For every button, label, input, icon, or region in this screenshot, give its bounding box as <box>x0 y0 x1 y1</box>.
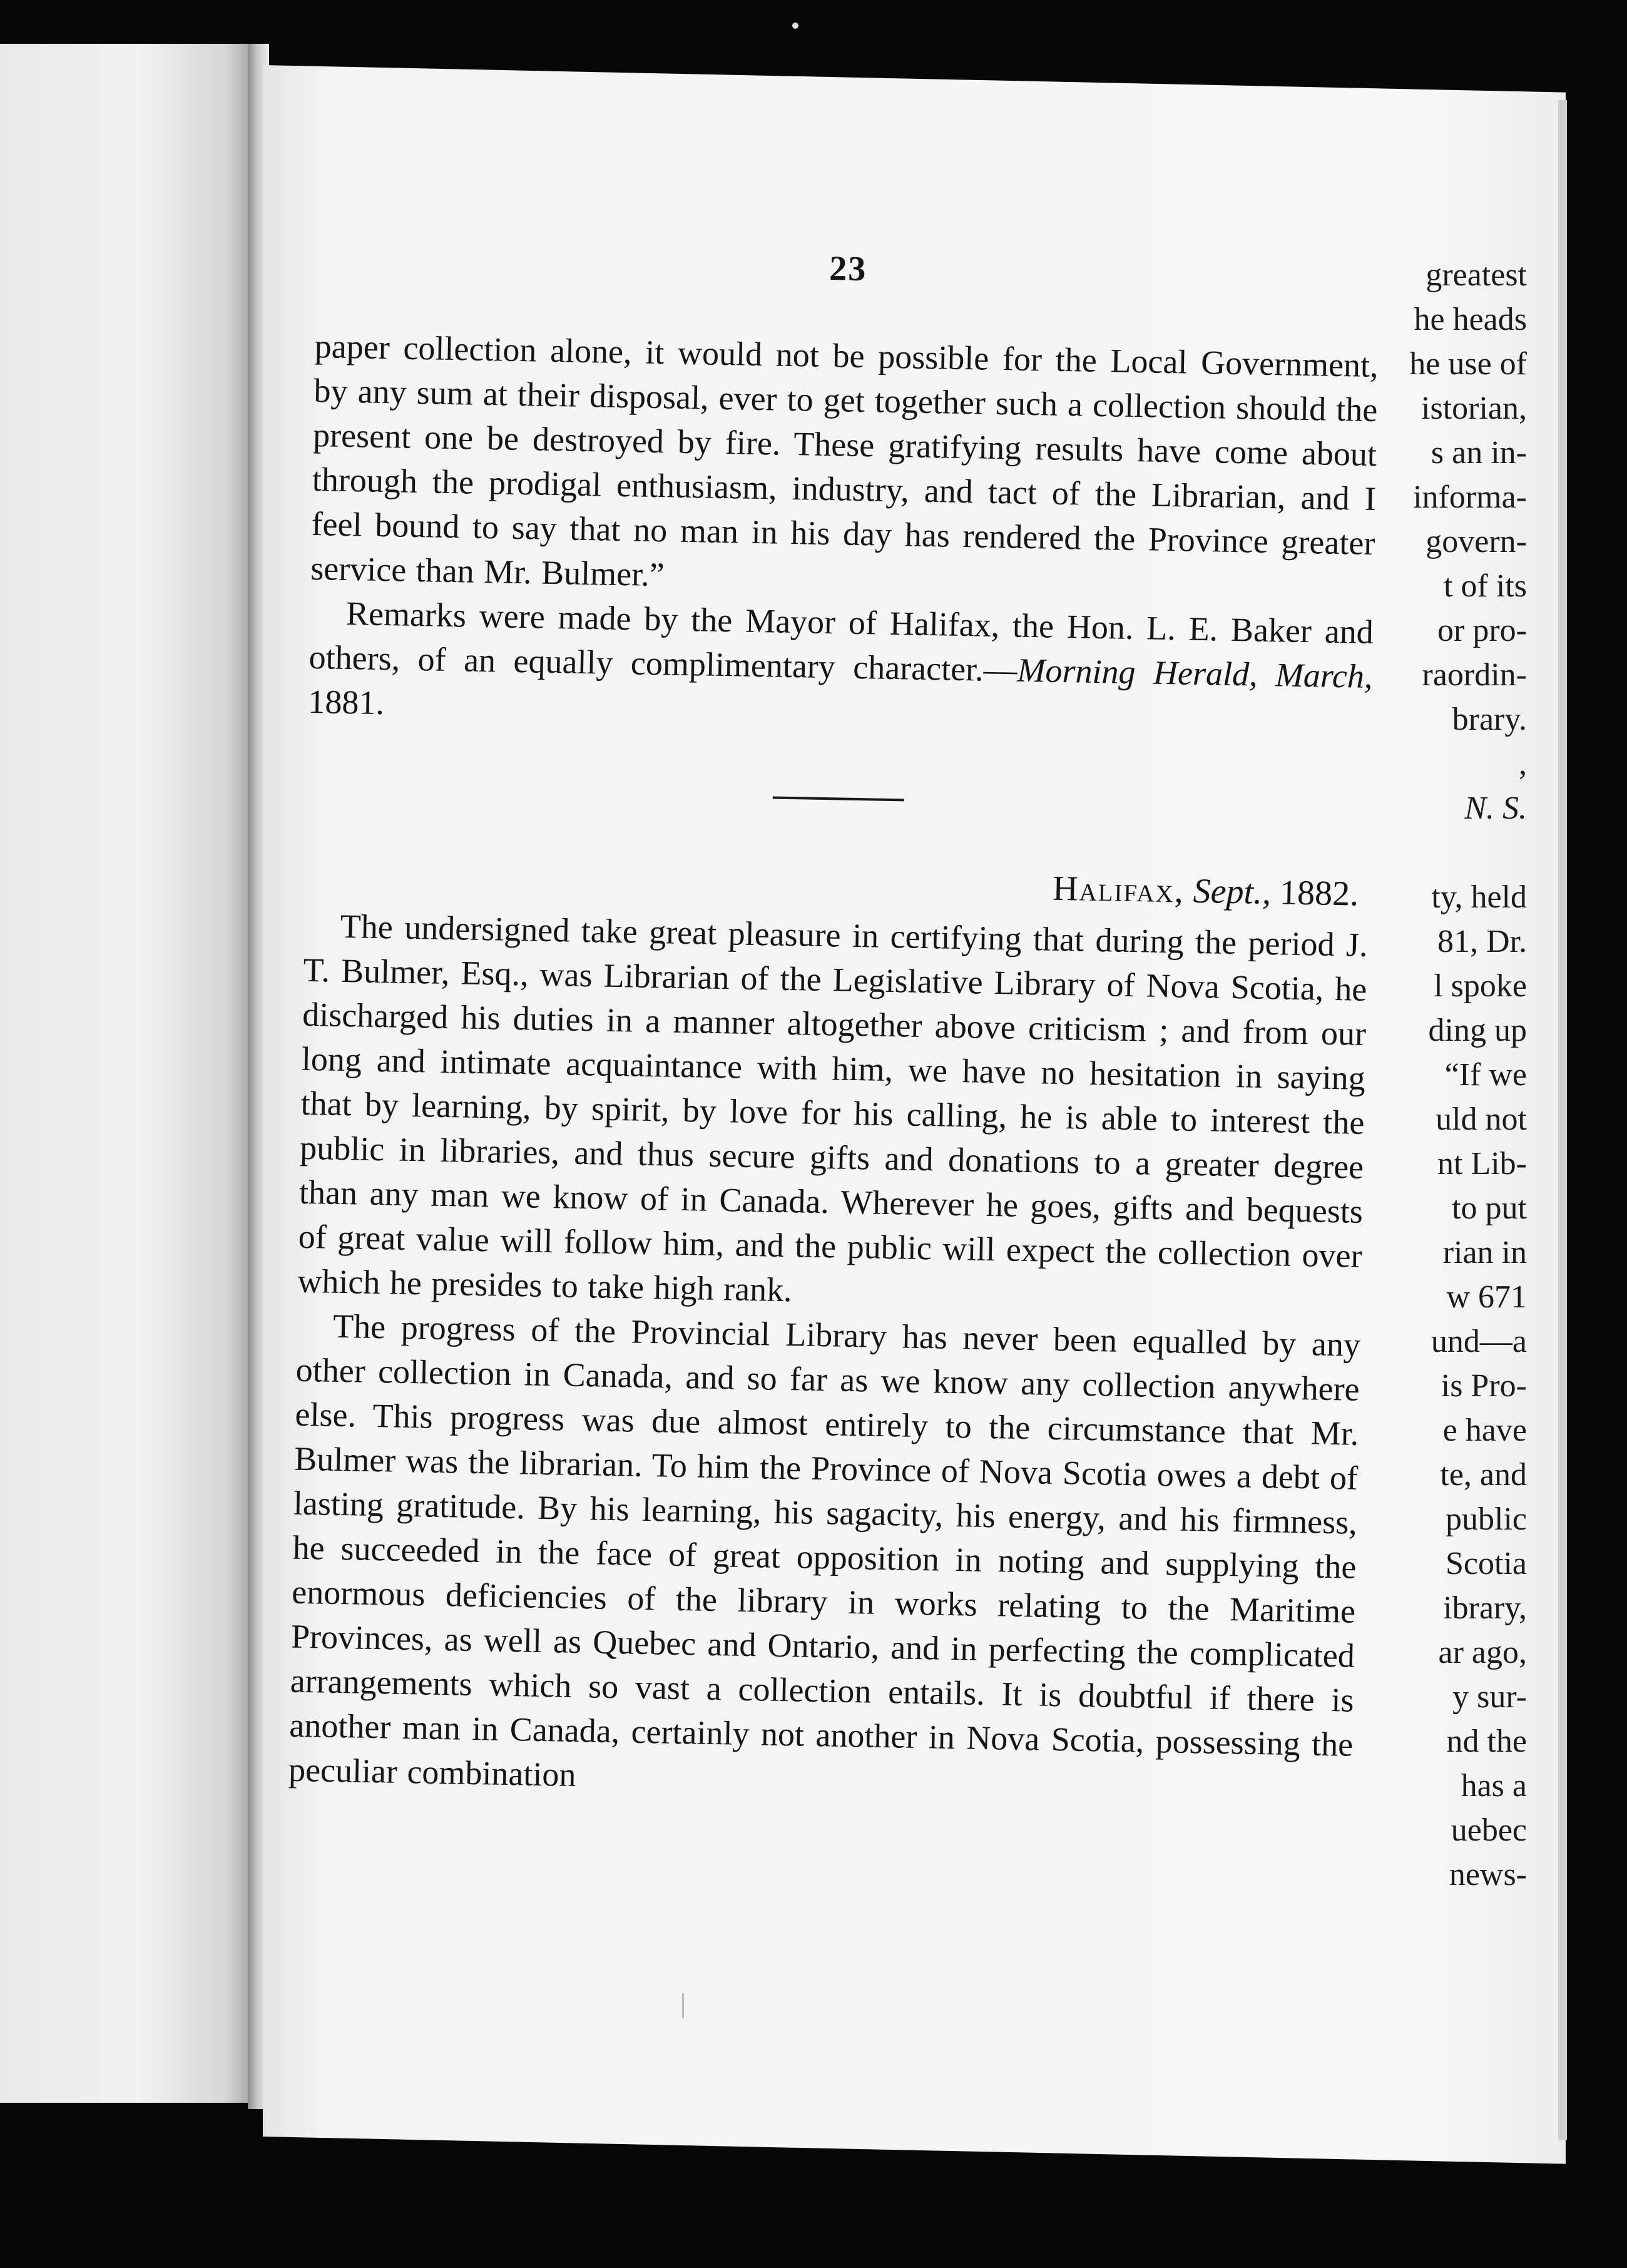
left-line: has a <box>1461 1768 1527 1804</box>
left-line: brary. <box>1452 702 1527 737</box>
newspaper-source: Morning Herald, March, <box>1017 651 1374 696</box>
left-line: govern- <box>1426 524 1527 559</box>
page-edge <box>1558 100 1567 2140</box>
margin-mark <box>682 1993 694 2018</box>
left-line: ibrary, <box>1443 1590 1527 1626</box>
left-line <box>1370 830 1527 875</box>
left-line: istorian, <box>1421 391 1527 426</box>
left-line: l spoke <box>1434 968 1527 1004</box>
left-line: is Pro- <box>1441 1368 1527 1404</box>
dateline-place: Halifax, <box>1052 869 1185 911</box>
left-line: nd the <box>1446 1724 1527 1759</box>
paragraph-certificate: The undersigned take great pleasure in certifying that during the period J. T. Bulmer, Esq., was Librarian of the Legislative Library of Nova Scotia, he discharged his duties in a manner altogether above criticism ; and from our long and intimate acquaintance with him, we have no hesitation in saying that by learning, by spirit, by love for his calling, he is able to interest the public in libraries, and thus secure gifts and donations to a greater degree than any man we know of in Canada. Wherever he goes, gifts and bequests of great value will follow him, and the public will expect the collection over which he presides to take high rank. <box>297 907 1369 1309</box>
left-line: s an in- <box>1431 435 1527 471</box>
paragraph-progress: The progress of the Provincial Library has never been equalled by any other collection in Canada, and so far as we know any collection anywhere else. This progress was due almost entirely to the circumstance that Mr. Bulmer was the librarian. To him the Province of Nova Scotia owes a debt of lasting gratitude. By his learning, his sagacity, his energy, and his firmness, he succeeded in the face of great opposition in noting and supplying the enormous deficiencies of the library in works relating to the Maritime Provinces, as well as Quebec and Ontario, and in perfecting the complicated arrangements which so vast a collection entails. It is doubtful if there is another man in Canada, certainly not another in Nova Scotia, possessing the peculiar combination <box>288 1307 1361 1794</box>
left-line: ty, held <box>1431 879 1527 915</box>
left-page <box>0 44 257 2103</box>
left-line: te, and <box>1440 1457 1527 1493</box>
left-line: t of its <box>1444 568 1527 604</box>
left-line: or pro- <box>1437 613 1527 648</box>
left-line: news- <box>1449 1857 1527 1893</box>
dateline-month: Sept., <box>1193 871 1272 912</box>
right-page-content <box>288 239 1380 1812</box>
left-line: w 671 <box>1446 1279 1527 1315</box>
paragraph-remarks <box>308 591 1374 743</box>
left-line: N. S. <box>1464 790 1527 826</box>
remarks-text: Remarks were made by the Mayor of Halifax, the Hon. L. E. Baker and others, of an equally complimentary character.— <box>309 594 1374 689</box>
left-line: informa- <box>1413 479 1527 515</box>
left-line: he heads <box>1414 302 1527 337</box>
left-line: y sur- <box>1452 1679 1527 1715</box>
left-line: , <box>1519 746 1527 782</box>
left-line: raordin- <box>1422 657 1527 693</box>
dateline-year: 1882. <box>1270 873 1359 914</box>
left-line: rian in <box>1442 1235 1527 1270</box>
left-line: 81, Dr. <box>1437 924 1527 959</box>
left-line: greatest <box>1426 257 1527 293</box>
left-line: to put <box>1452 1190 1527 1226</box>
left-page-text <box>1370 253 1527 1897</box>
page-number: 23 <box>829 249 867 289</box>
left-line: Scotia <box>1446 1546 1527 1581</box>
left-line: “If we <box>1444 1057 1527 1093</box>
film-speck <box>792 23 798 29</box>
left-line: uld not <box>1436 1101 1527 1137</box>
left-line: ar ago, <box>1438 1635 1527 1670</box>
section-divider <box>773 797 904 802</box>
left-line: ding up <box>1428 1013 1527 1048</box>
remarks-year: 1881. <box>307 682 385 722</box>
left-line: uebec <box>1451 1812 1527 1848</box>
left-line: e have <box>1442 1412 1527 1448</box>
paragraph-quote-ending: paper collection alone, it would not be possible for the Local Government, by any sum at their disposal, ever to get together such a collection should the present one be destroyed by fire. These gratifying results have come about through the prodigal enthusiasm, industry, and tact of the Librarian, and I feel bound to say that no man in his day has rendered the Province greater service than Mr. Bulmer.” <box>310 327 1379 594</box>
left-line: public <box>1446 1501 1527 1537</box>
left-line: nt Lib- <box>1437 1146 1527 1182</box>
left-line: und—a <box>1431 1324 1527 1359</box>
left-line: he use of <box>1409 346 1527 382</box>
